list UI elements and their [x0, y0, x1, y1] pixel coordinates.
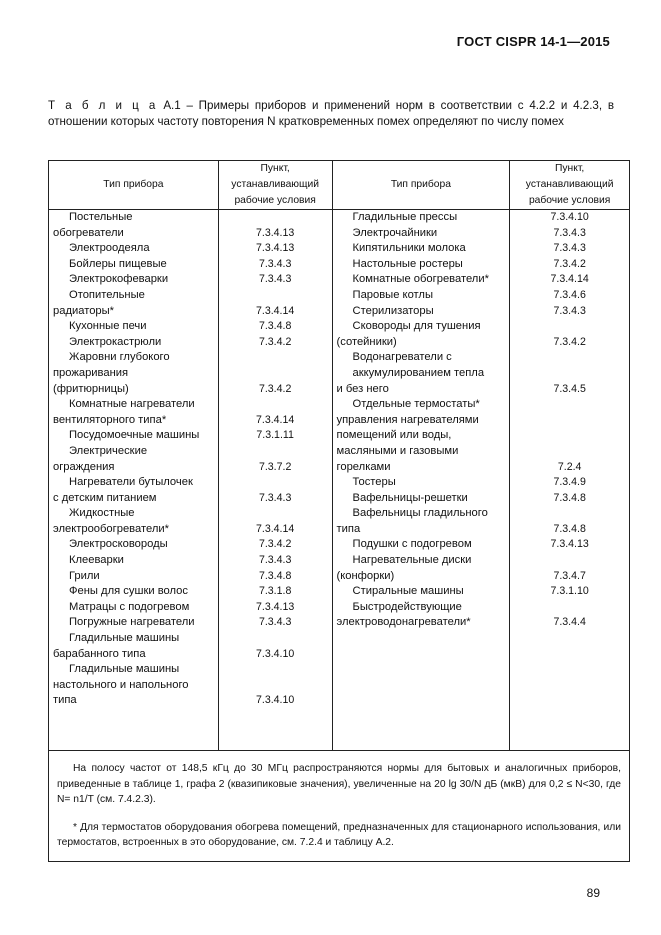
left-clause-cell	[219, 662, 332, 678]
left-clause-cell: 7.3.4.3	[258, 554, 292, 567]
right-appliance-cell: Подушки с подогревом	[352, 538, 472, 551]
right-appliance-cell: Вафельницы-решетки	[352, 491, 468, 504]
right-clause-cell: 7.3.4.6	[553, 288, 586, 301]
table-label: Т а б л и ц а	[48, 99, 158, 112]
table-note-frequency: На полосу частот от 148,5 кГц до 30 МГц распространяются нормы для бытовых и аналогичных приборов, приведенные в таблице 1, графа 2 (квазипиковые значения), увеличенные на 20 lg 30/N дБ (мкВ) для 0,2 ≤ N<30, где N= n1/T (см. 7.4.2.3).	[57, 763, 621, 805]
left-appliance-cell: Жаровни глубокого	[69, 351, 170, 364]
left-appliance-cell: с детским питанием	[53, 491, 157, 504]
left-clause-cell: 7.3.4.13	[256, 242, 295, 255]
right-appliance-cell: помещений или воды,	[336, 429, 452, 442]
left-appliance-cell: Бойлеры пищевые	[69, 257, 167, 270]
left-clause-cell: 7.3.4.13	[256, 600, 295, 613]
right-appliance-cell: горелками	[336, 460, 391, 473]
left-clause-cell	[219, 506, 332, 522]
right-clause-cell: 7.3.4.9	[553, 476, 586, 489]
left-clause-cell: 7.3.7.2	[258, 460, 292, 473]
left-clause-cell: 7.3.4.14	[256, 522, 295, 535]
right-appliance-cell: Паровые котлы	[352, 288, 433, 301]
left-appliance-cell: Электрические	[69, 444, 148, 457]
right-clause-cell: 7.2.4	[557, 460, 582, 473]
right-clause-cell	[510, 428, 629, 444]
right-clause-cell	[510, 319, 629, 335]
right-clause-cell: 7.3.4.8	[553, 491, 586, 504]
left-clause-cell	[219, 397, 332, 413]
header-appliance-type-right: Тип прибора	[332, 161, 510, 210]
left-appliance-column	[49, 210, 219, 751]
left-appliance-cell: настольного и напольного	[53, 678, 189, 691]
left-clause-cell: 7.3.4.3	[258, 616, 292, 629]
left-clause-cell	[219, 210, 332, 226]
left-appliance-cell: Кухонные печи	[69, 320, 147, 333]
right-appliance-cell: типа	[336, 522, 361, 535]
left-clause-cell	[219, 631, 332, 647]
left-clause-cell: 7.3.4.2	[258, 335, 292, 348]
right-clause-cell: 7.3.4.3	[553, 242, 586, 255]
right-appliance-cell: (сотейники)	[336, 335, 397, 348]
right-clause-cell	[510, 350, 629, 366]
left-appliance-cell: типа	[53, 694, 77, 707]
right-appliance-cell: (конфорки)	[336, 569, 395, 582]
left-clause-cell: 7.3.4.10	[256, 647, 295, 660]
right-clause-cell	[510, 397, 629, 413]
left-appliance-cell: Посудомоечные машины	[69, 429, 200, 442]
left-appliance-cell: Гладильные машины	[69, 663, 180, 676]
header-clause-left: Пункт, устанавливающий рабочие условия	[218, 161, 332, 210]
right-clause-cell: 7.3.4.14	[550, 273, 589, 286]
left-appliance-cell: Электрокастрюли	[69, 335, 162, 348]
left-appliance-cell: Нагреватели бутылочек	[69, 476, 193, 489]
right-clause-cell: 7.3.4.3	[553, 226, 586, 239]
right-clause-cell: 7.3.4.4	[553, 616, 586, 629]
left-clause-cell	[219, 475, 332, 491]
left-appliance-cell: Электрокофеварки	[69, 273, 169, 286]
left-appliance-cell: Жидкостные	[69, 507, 135, 520]
left-appliance-cell: (фритюрницы)	[53, 382, 129, 395]
left-clause-cell	[219, 288, 332, 304]
left-clause-cell: 7.3.4.14	[256, 304, 295, 317]
left-clause-cell: 7.3.4.8	[258, 320, 292, 333]
standard-designation: ГОСТ CISPR 14-1—2015	[456, 34, 610, 49]
right-appliance-cell: Отдельные термостаты*	[352, 398, 480, 411]
left-clause-cell: 7.3.4.3	[258, 491, 292, 504]
page-number: 89	[586, 886, 600, 900]
right-clause-cell: 7.3.4.2	[553, 257, 586, 270]
right-appliance-cell: и без него	[336, 382, 389, 395]
left-clause-cell: 7.3.4.13	[256, 226, 295, 239]
left-appliance-cell: Электроодеяла	[69, 242, 150, 255]
left-clause-cell	[219, 444, 332, 460]
right-clause-cell: 7.3.4.3	[553, 304, 586, 317]
left-clause-cell: 7.3.4.3	[258, 257, 292, 270]
header-appliance-type-left: Тип прибора	[49, 161, 219, 210]
right-clause-cell	[510, 506, 629, 522]
left-appliance-cell: вентиляторного типа*	[53, 413, 167, 426]
right-clause-cell	[510, 413, 629, 429]
right-appliance-column	[332, 210, 510, 751]
right-clause-cell	[510, 444, 629, 460]
right-appliance-cell: Стиральные машины	[352, 585, 464, 598]
right-clause-cell: 7.3.1.10	[550, 585, 589, 598]
right-appliance-cell: Электрочайники	[352, 226, 438, 239]
left-appliance-cell: барабанного типа	[53, 647, 146, 660]
right-appliance-cell: масляными и газовыми	[336, 444, 459, 457]
right-clause-cell: 7.3.4.7	[553, 569, 586, 582]
right-clause-cell: 7.3.4.5	[553, 382, 586, 395]
left-appliance-cell: ограждения	[53, 460, 115, 473]
left-clause-cell: 7.3.4.10	[256, 694, 295, 707]
left-appliance-cell: электрообогреватели*	[53, 522, 169, 535]
left-appliance-cell: Гладильные машины	[69, 632, 180, 645]
left-appliance-cell: Матрацы с подогревом	[69, 600, 190, 613]
right-appliance-cell: аккумулированием тепла	[352, 366, 485, 379]
right-clause-cell	[510, 600, 629, 616]
table-header-row	[49, 161, 630, 210]
right-appliance-cell: управления нагревателями	[336, 413, 479, 426]
right-appliance-cell: электроводонагреватели*	[336, 616, 471, 629]
table-notes	[49, 751, 630, 862]
left-appliance-cell: Грили	[69, 569, 100, 582]
left-clause-cell: 7.3.4.8	[258, 569, 292, 582]
left-appliance-cell: Комнатные нагреватели	[69, 398, 195, 411]
left-clause-cell	[219, 678, 332, 694]
left-appliance-cell: прожаривания	[53, 366, 129, 379]
left-clause-cell: 7.3.1.11	[256, 429, 294, 442]
right-appliance-cell: Нагревательные диски	[352, 554, 472, 567]
table-notes-row	[49, 751, 630, 862]
left-clause-cell: 7.3.1.8	[258, 585, 292, 598]
right-appliance-cell: Комнатные обогреватели*	[352, 273, 489, 286]
table-note-thermostats: * Для термостатов оборудования обогрева помещений, предназначенных для стационарного использования, или термостатов, встроенных в это оборудование, см. 7.2.4 и таблицу А.2.	[57, 821, 621, 848]
left-appliance-cell: Электросковороды	[69, 538, 168, 551]
left-appliance-cell: Постельные	[69, 211, 133, 223]
header-clause-right: Пункт, устанавливающий рабочие условия	[510, 161, 630, 210]
right-clause-cell: 7.3.4.10	[550, 211, 589, 223]
appliance-table	[48, 160, 630, 862]
table-body-row	[49, 210, 630, 751]
right-appliance-cell: Быстродействующие	[352, 600, 462, 613]
left-appliance-cell: обогреватели	[53, 226, 124, 239]
left-clause-cell: 7.3.4.2	[258, 538, 292, 551]
right-clause-cell: 7.3.4.2	[553, 335, 586, 348]
left-appliance-cell: Клееварки	[69, 554, 124, 567]
right-clause-cell	[510, 366, 629, 382]
left-clause-cell: 7.3.4.14	[256, 413, 295, 426]
right-appliance-cell: Гладильные прессы	[352, 211, 458, 223]
right-clause-cell: 7.3.4.8	[553, 522, 586, 535]
right-appliance-cell: Вафельницы гладильного	[352, 507, 488, 520]
right-clause-column	[510, 210, 630, 751]
right-appliance-cell: Кипятильники молока	[352, 242, 466, 255]
right-appliance-cell: Водонагреватели с	[352, 351, 452, 364]
table-caption-text: А.1 – Примеры приборов и применений норм в соответствии с 4.2.2 и 4.2.3, в отношении которых частоту повторения N кратковременных помех определяют по числу помех	[48, 99, 614, 128]
left-clause-cell	[219, 350, 332, 366]
left-appliance-cell: радиаторы*	[53, 304, 115, 317]
right-clause-cell	[510, 553, 629, 569]
right-appliance-cell: Стерилизаторы	[352, 304, 434, 317]
left-appliance-cell: Погружные нагреватели	[69, 616, 195, 629]
left-clause-cell: 7.3.4.2	[258, 382, 292, 395]
right-appliance-cell: Тостеры	[352, 476, 396, 489]
left-clause-cell	[219, 366, 332, 382]
left-appliance-cell: Фены для сушки волос	[69, 585, 188, 598]
table-caption	[48, 98, 614, 129]
right-appliance-cell: Сковороды для тушения	[352, 320, 481, 333]
left-clause-column	[218, 210, 332, 751]
right-clause-cell: 7.3.4.13	[550, 538, 589, 551]
left-clause-cell: 7.3.4.3	[258, 273, 292, 286]
left-appliance-cell: Отопительные	[69, 288, 145, 301]
right-appliance-cell: Настольные ростеры	[352, 257, 463, 270]
